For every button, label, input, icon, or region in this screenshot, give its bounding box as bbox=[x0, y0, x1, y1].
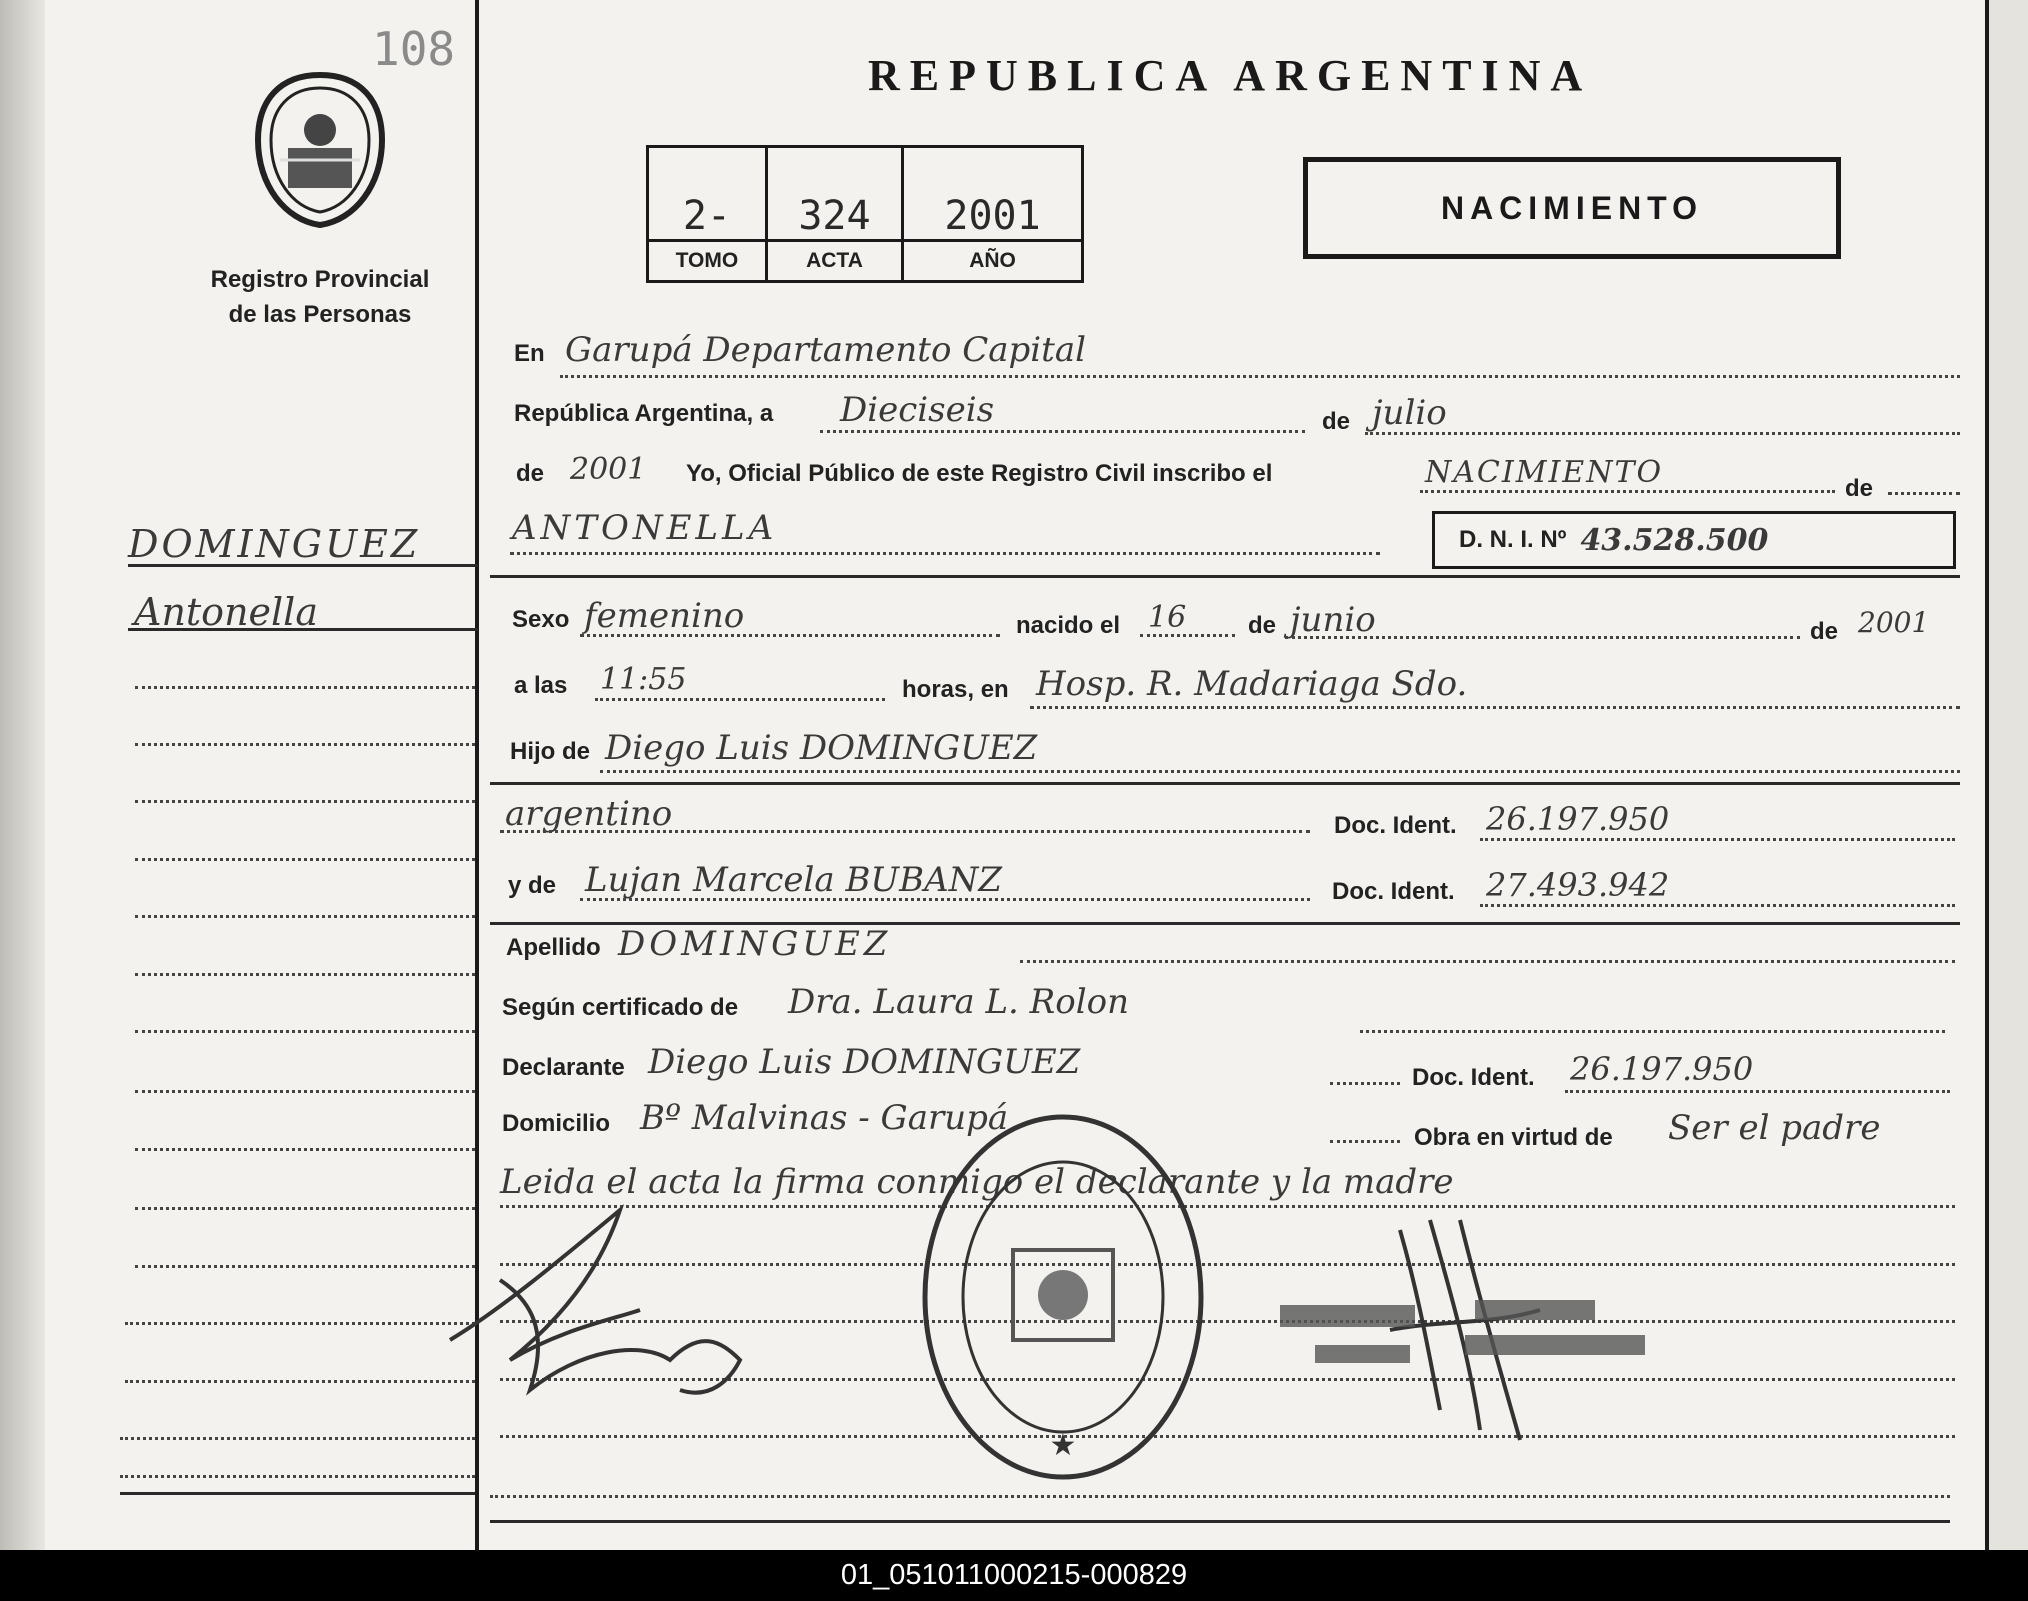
tomo-value: 2- bbox=[648, 147, 767, 241]
acta-value: 324 bbox=[766, 147, 902, 241]
document-title: REPUBLICA ARGENTINA bbox=[868, 51, 1593, 100]
republica-label: República Argentina, a bbox=[514, 400, 774, 427]
declarante-label: Declarante bbox=[502, 1054, 625, 1081]
nacido-year: 2001 bbox=[1858, 606, 1930, 639]
left-binding-edge bbox=[0, 0, 45, 1550]
father-nationality: argentino bbox=[505, 794, 673, 834]
margin-line bbox=[135, 743, 475, 746]
segun-value: Dra. Laura L. Rolon bbox=[788, 982, 1129, 1022]
line-domicilio bbox=[1330, 1140, 1400, 1143]
declarante-doc-label: Doc. Ident. bbox=[1412, 1064, 1535, 1091]
obra-value: Ser el padre bbox=[1668, 1108, 1881, 1148]
line-de2 bbox=[1888, 492, 1960, 495]
de-label: de bbox=[1322, 408, 1351, 435]
line-nacido-month bbox=[1285, 636, 1800, 639]
blank-line bbox=[490, 1495, 1950, 1498]
right-page-edge bbox=[1985, 0, 2028, 1550]
line-father-nat bbox=[500, 830, 1310, 833]
margin-line bbox=[135, 915, 475, 918]
inscribe-value: NACIMIENTO bbox=[1425, 455, 1664, 490]
bottom-rule bbox=[490, 1520, 1950, 1523]
line-en bbox=[560, 375, 1960, 378]
margin-line bbox=[135, 1030, 475, 1033]
hour-value: 11:55 bbox=[600, 662, 687, 697]
line-father bbox=[600, 770, 1960, 773]
segun-label: Según certificado de bbox=[502, 994, 739, 1021]
margin-underline-2 bbox=[128, 628, 478, 631]
father-doc: 26.197.950 bbox=[1486, 800, 1670, 838]
line-inscribe bbox=[1420, 490, 1835, 493]
declarant-signature bbox=[440, 1190, 770, 1420]
margin-line bbox=[135, 800, 475, 803]
dni-box bbox=[1432, 511, 1956, 569]
page-number: 108 bbox=[372, 22, 456, 76]
line-mother bbox=[580, 898, 1310, 901]
en-label: En bbox=[514, 340, 545, 367]
father-doc-label: Doc. Ident. bbox=[1334, 812, 1457, 839]
mother-value: Lujan Marcela BUBANZ bbox=[585, 860, 1002, 900]
declarante-doc: 26.197.950 bbox=[1570, 1050, 1754, 1088]
obra-label: Obra en virtud de bbox=[1414, 1124, 1613, 1151]
line-nacido-day bbox=[1140, 634, 1235, 637]
year-value: 2001 bbox=[570, 452, 647, 487]
month-value: julio bbox=[1372, 393, 1447, 433]
dni-value: 43.528.500 bbox=[1580, 522, 1769, 558]
line-place bbox=[1030, 706, 1960, 709]
nacido-day: 16 bbox=[1148, 600, 1187, 635]
svg-text:★: ★ bbox=[1049, 1429, 1077, 1462]
margin-line bbox=[120, 1437, 475, 1440]
yde-label: y de bbox=[508, 872, 557, 899]
line-apellido bbox=[1020, 960, 1955, 963]
apellido-value: DOMINGUEZ bbox=[618, 924, 892, 964]
domicilio-value: Bº Malvinas - Garupá bbox=[640, 1098, 1009, 1138]
margin-line bbox=[135, 1207, 475, 1210]
line-declarante-doc bbox=[1565, 1090, 1950, 1093]
record-number-box bbox=[646, 145, 1084, 283]
a-las-label: a las bbox=[514, 672, 568, 699]
margin-underline-1 bbox=[128, 564, 478, 567]
margin-line bbox=[120, 1475, 475, 1478]
line-father-doc bbox=[1480, 838, 1955, 841]
nacido-label: nacido el bbox=[1016, 612, 1121, 639]
margin-given-name: Antonella bbox=[134, 590, 318, 634]
line-hour bbox=[595, 698, 885, 701]
mother-doc-label: Doc. Ident. bbox=[1332, 878, 1455, 905]
margin-bottom-rule bbox=[120, 1492, 475, 1495]
registry-line-2: de las Personas bbox=[228, 301, 412, 328]
tomo-label: TOMO bbox=[648, 240, 767, 281]
province-seal-logo bbox=[250, 70, 390, 230]
acta-label: ACTA bbox=[766, 240, 902, 281]
registry-line-1: Registro Provincial bbox=[210, 266, 430, 293]
declarante-value: Diego Luis DOMINGUEZ bbox=[648, 1042, 1081, 1082]
registry-stamp bbox=[918, 1110, 1208, 1485]
de4-label: de bbox=[1810, 618, 1839, 645]
record-type-box: NACIMIENTO bbox=[1303, 157, 1841, 259]
blank-line bbox=[500, 1435, 1955, 1438]
officer-name-stamp bbox=[1275, 1290, 1655, 1380]
mother-doc: 27.493.942 bbox=[1486, 866, 1670, 904]
line-segun bbox=[1360, 1030, 1945, 1033]
ano-value: 2001 bbox=[903, 147, 1083, 241]
en-value: Garupá Departamento Capital bbox=[565, 330, 1086, 370]
margin-line bbox=[135, 858, 475, 861]
margin-line bbox=[135, 973, 475, 976]
line-day bbox=[820, 430, 1305, 433]
line-declarante bbox=[1330, 1082, 1400, 1085]
margin-line bbox=[125, 1322, 475, 1325]
leida-text: Leida el acta la firma conmigo el declarante y la madre bbox=[500, 1162, 1454, 1202]
margin-line bbox=[135, 1265, 475, 1268]
oficial-text: Yo, Oficial Público de este Registro Civil inscribo el bbox=[686, 460, 1273, 487]
margin-surname: DOMINGUEZ bbox=[128, 522, 421, 566]
margin-line bbox=[135, 1148, 475, 1151]
sexo-value: femenino bbox=[584, 596, 745, 636]
line-month bbox=[1365, 432, 1960, 435]
domicilio-label: Domicilio bbox=[502, 1110, 611, 1137]
nacido-month: junio bbox=[1290, 600, 1376, 640]
line-name bbox=[510, 552, 1380, 555]
de2-label: de bbox=[1845, 475, 1874, 502]
dni-label: D. N. I. Nº bbox=[1459, 526, 1567, 553]
day-value: Dieciseis bbox=[840, 390, 995, 430]
place-value: Hosp. R. Madariaga Sdo. bbox=[1036, 664, 1468, 704]
ano-label: AÑO bbox=[903, 240, 1083, 281]
line-sexo bbox=[580, 634, 1000, 637]
year-prefix-label: de bbox=[516, 460, 545, 487]
name-value: ANTONELLA bbox=[512, 508, 778, 548]
section-rule bbox=[490, 782, 1960, 785]
line-mother-doc bbox=[1480, 904, 1955, 907]
father-value: Diego Luis DOMINGUEZ bbox=[605, 728, 1038, 768]
margin-line bbox=[125, 1380, 475, 1383]
registry-name bbox=[170, 262, 470, 332]
margin-line bbox=[135, 1090, 475, 1093]
hijo-label: Hijo de bbox=[510, 738, 591, 765]
sexo-label: Sexo bbox=[512, 606, 570, 633]
apellido-label: Apellido bbox=[506, 934, 601, 961]
section-rule bbox=[490, 575, 1960, 578]
margin-line bbox=[135, 686, 475, 689]
de3-label: de bbox=[1248, 612, 1277, 639]
footer-file-id: 01_051011000215-000829 bbox=[0, 1550, 2028, 1601]
horas-label: horas, en bbox=[902, 676, 1009, 703]
